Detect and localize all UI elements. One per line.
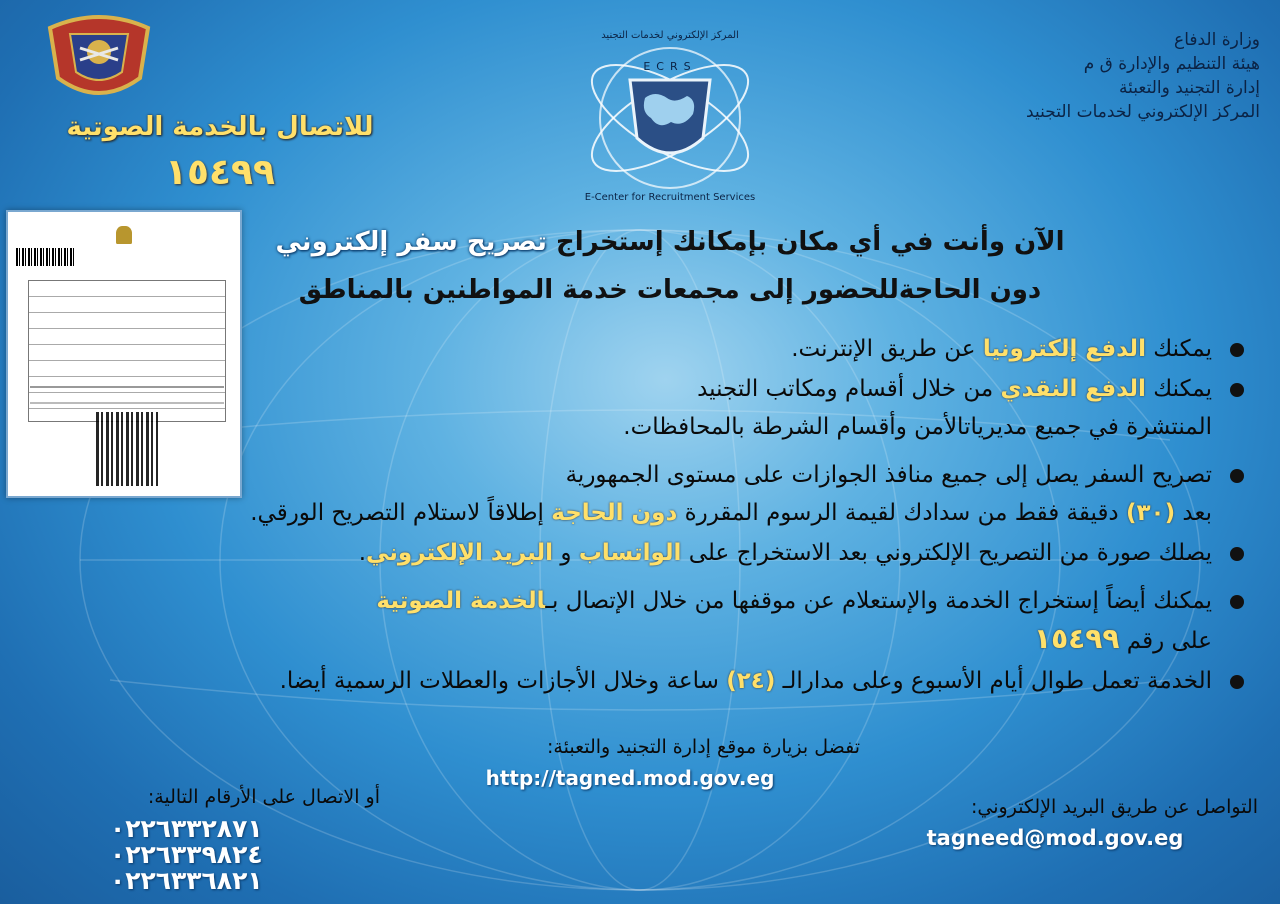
list-item xyxy=(54,370,1244,446)
bullet-dot-icon xyxy=(1230,675,1244,689)
bullet-highlight: الواتساب xyxy=(578,540,682,566)
bullet-text: على رقم xyxy=(1119,628,1212,654)
headline-line-2: دون الحاجةللحضور إلى مجمعات خدمة المواطنين بالمناطق xyxy=(298,275,1042,305)
email-label: التواصل عن طريق البريد الإلكتروني: xyxy=(971,796,1258,818)
bullet-text: إطلاقاً لاستلام التصريح الورقي. xyxy=(250,500,552,526)
eagle-icon xyxy=(116,226,132,244)
website-link[interactable]: http://tagned.mod.gov.eg xyxy=(485,766,775,790)
bullet-dot-icon xyxy=(1230,547,1244,561)
bullet-highlight: الدفع النقدي xyxy=(1000,376,1146,402)
bullet-dot-icon xyxy=(1230,469,1244,483)
list-item xyxy=(54,330,1244,368)
bullet-text: بعد xyxy=(1175,500,1212,526)
voice-service-number: ١٥٤٩٩ xyxy=(165,152,275,193)
phones-label: أو الاتصال على الأرقام التالية: xyxy=(147,786,380,808)
logo-acronym: ECRS xyxy=(643,60,697,73)
bullet-text: المنتشرة في جميع مديرياتالأمن وأقسام الشرطة بالمحافظات. xyxy=(623,414,1212,440)
bullet-highlight: البريد الإلكتروني xyxy=(366,540,554,566)
bullet-text: يصلك صورة من التصريح الإلكتروني بعد الاستخراج على xyxy=(681,540,1212,566)
bullet-text: و xyxy=(553,540,579,566)
phone-number-3[interactable]: ٠٢٢٦٣٣٦٨٢١ xyxy=(110,866,263,895)
bullet-highlight: ١٥٤٩٩ xyxy=(1034,622,1120,655)
voice-service-title: للاتصال بالخدمة الصوتية xyxy=(66,112,374,142)
bullet-text: تصريح السفر يصل إلى جميع منافذ الجوازات على مستوى الجمهورية xyxy=(565,462,1212,488)
bullet-highlight: دون الحاجة xyxy=(551,500,678,526)
bullet-dot-icon xyxy=(1230,595,1244,609)
barcode-icon xyxy=(16,248,74,266)
list-item xyxy=(54,456,1244,532)
bullet-text: . xyxy=(358,540,366,566)
bullet-text: من خلال أقسام ومكاتب التجنيد xyxy=(697,376,1001,402)
feature-list xyxy=(54,330,1244,702)
bullet-text: يمكنك xyxy=(1145,376,1212,402)
military-emblem-icon xyxy=(40,8,158,104)
phone-number-1[interactable]: ٠٢٢٦٣٣٢٨٧١ xyxy=(110,814,263,843)
bullet-highlight: (٢٤) xyxy=(726,668,776,694)
bullet-text: يمكنك أيضاً إستخراج الخدمة والإستعلام عن موقفها من خلال الإتصال بـ xyxy=(545,588,1212,614)
bullet-text: عن طريق الإنترنت. xyxy=(791,336,983,362)
org-line-4: المركز الإلكتروني لخدمات التجنيد xyxy=(1026,102,1260,122)
bullet-text: الخدمة تعمل طوال أيام الأسبوع وعلى مدارالـ xyxy=(775,668,1212,694)
org-line-3: إدارة التجنيد والتعبئة xyxy=(1119,78,1260,98)
bullet-dot-icon xyxy=(1230,383,1244,397)
list-item xyxy=(54,582,1244,660)
org-header xyxy=(900,28,1260,124)
headline-text: الآن وأنت في أي مكان بإمكانك إستخراج xyxy=(546,227,1065,257)
logo-ring-text-en: E-Center for Recruitment Services xyxy=(584,192,756,203)
org-line-1: وزارة الدفاع xyxy=(1174,30,1260,50)
bullet-dot-icon xyxy=(1230,343,1244,357)
bullet-highlight: (٣٠) xyxy=(1126,500,1176,526)
list-item xyxy=(54,534,1244,572)
headline-highlight: تصريح سفر إلكتروني xyxy=(275,227,547,257)
phone-number-2[interactable]: ٠٢٢٦٣٣٩٨٢٤ xyxy=(110,840,263,869)
org-line-2: هيئة التنظيم والإدارة ق م xyxy=(1083,54,1260,74)
list-item xyxy=(54,662,1244,700)
visit-label: تفضل بزيارة موقع إدارة التجنيد والتعبئة: xyxy=(547,736,860,758)
globe-logo-icon xyxy=(575,18,765,208)
bullet-highlight: الدفع إلكترونيا xyxy=(982,336,1146,362)
bullet-highlight: الخدمة الصوتية xyxy=(376,588,546,614)
logo-ring-text-ar: المركز الإلكتروني لخدمات التجنيد xyxy=(601,30,739,41)
bullet-text: يمكنك xyxy=(1145,336,1212,362)
email-link[interactable]: tagneed@mod.gov.eg xyxy=(926,826,1184,850)
headline xyxy=(260,218,1080,314)
bullet-text: ساعة وخلال الأجازات والعطلات الرسمية أيضا. xyxy=(279,668,727,694)
bullet-text: دقيقة فقط من سدادك لقيمة الرسوم المقررة xyxy=(677,500,1126,526)
headline-line-1 xyxy=(260,218,1080,266)
